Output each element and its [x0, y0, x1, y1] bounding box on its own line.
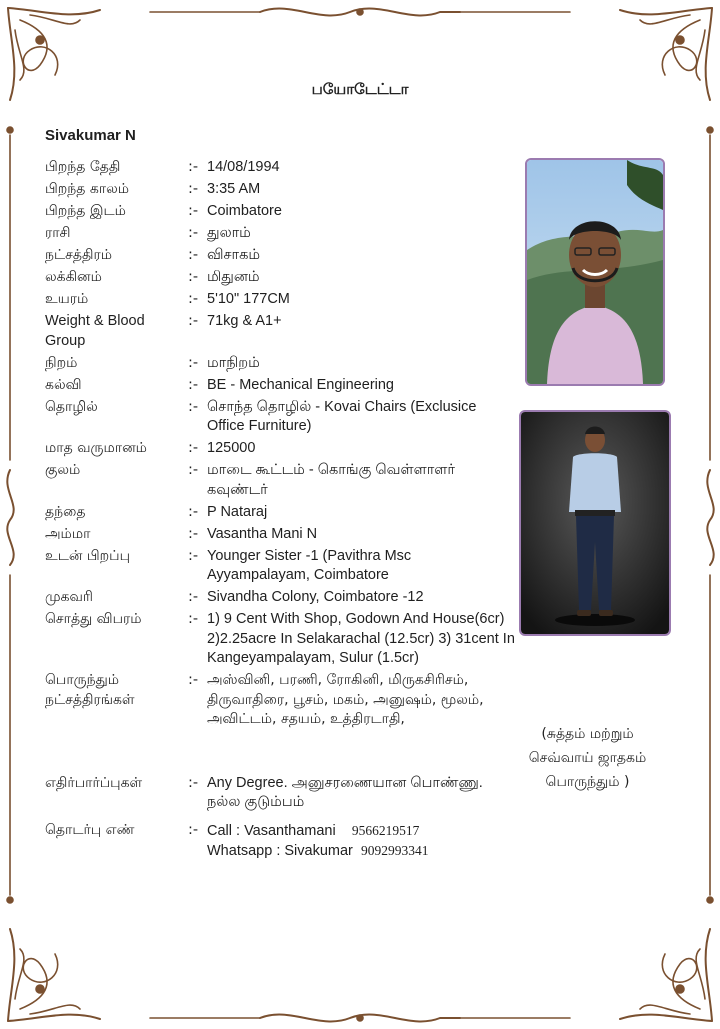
row-separator: :- [188, 611, 199, 627]
row-label: தொடர்பு எண் [45, 821, 135, 838]
row-value: Any Degree. அனுசரணையான பொண்ணு. நல்ல குடும்பம் [207, 774, 483, 810]
row-contact [45, 821, 515, 862]
whatsapp-text: Whatsapp : Sivakumar [207, 843, 353, 859]
row-separator: :- [188, 821, 199, 838]
row-complexion [45, 354, 515, 374]
row-label: உடன் பிறப்பு [45, 547, 131, 564]
call-number[interactable]: 9566219517 [351, 822, 420, 838]
page-title: பயோடேட்டா [311, 80, 409, 98]
note-line: செவ்வாய் ஜாதகம் [528, 750, 647, 766]
row-dob [45, 158, 515, 178]
row-rasi [45, 224, 515, 244]
row-label: மாத வருமானம் [45, 440, 147, 456]
row-separator: :- [188, 774, 199, 791]
row-occupation [45, 398, 515, 437]
row-label: பிறந்த காலம் [45, 181, 130, 197]
row-separator: :- [188, 203, 199, 219]
row-label: அம்மா [45, 525, 91, 542]
row-value: Coimbatore [207, 203, 282, 219]
row-birth-place [45, 202, 515, 222]
row-value: BE - Mechanical Engineering [207, 376, 394, 393]
row-separator: :- [188, 225, 199, 241]
row-label: லக்கினம் [45, 269, 102, 285]
row-value: 14/08/1994 [207, 159, 280, 175]
row-value: Vasantha Mani N [207, 525, 318, 542]
row-value: 1) 9 Cent With Shop, Godown And House(6cr) 2)2.25acre In Selakarachal (12.5cr) 3) 31cent In Kangeyampalayam, Sulur (1.5cr) [207, 611, 515, 666]
row-property [45, 610, 515, 669]
row-separator: :- [188, 589, 199, 605]
row-separator: :- [188, 313, 199, 329]
row-separator: :- [188, 547, 199, 564]
row-label: தொழில் [45, 398, 98, 415]
row-income [45, 439, 515, 459]
row-value: 5'10" 177CM [207, 291, 290, 307]
row-separator: :- [188, 354, 199, 371]
row-label: உயரம் [45, 291, 89, 307]
row-value: மாநிறம் [207, 354, 260, 371]
row-education [45, 376, 515, 396]
row-label: பிறந்த தேதி [45, 159, 121, 175]
row-label: நிறம் [45, 354, 78, 371]
row-siblings [45, 547, 515, 586]
row-star [45, 246, 515, 266]
row-label: பிறந்த இடம் [45, 203, 126, 219]
contact-value [207, 821, 515, 862]
row-father [45, 503, 515, 523]
row-value: மாடை கூட்டம் - கொங்கு வெள்ளாளர் கவுண்டர் [207, 462, 455, 498]
row-label: சொத்து விபரம் [45, 611, 142, 627]
row-weight-blood [45, 312, 515, 351]
row-separator: :- [188, 269, 199, 285]
row-matching-stars [45, 671, 515, 730]
row-label: குலம் [45, 462, 81, 478]
row-separator: :- [188, 376, 199, 393]
row-birth-time [45, 180, 515, 200]
row-value: விசாகம் [207, 247, 261, 263]
row-lagnam [45, 268, 515, 288]
row-label: நட்சத்திரம் [45, 247, 112, 263]
row-separator: :- [188, 291, 199, 307]
row-separator: :- [188, 181, 199, 197]
row-kulam [45, 461, 515, 500]
row-value: அஸ்வினி, பரணி, ரோகினி, மிருகசிரிசம், திருவாதிரை, பூசம், மகம், அனுஷம், மூலம், அவிட்டம், சதயம், உத்திரடாதி, [207, 672, 484, 727]
row-address [45, 588, 515, 608]
row-label: ராசி [45, 225, 71, 241]
row-value: Younger Sister -1 (Pavithra Msc Ayyampalayam, Coimbatore [207, 547, 412, 583]
row-value: மிதுனம் [207, 269, 260, 285]
call-text: Call : Vasanthamani [207, 822, 336, 839]
row-value: 71kg & A1+ [207, 313, 282, 329]
row-value: P Nataraj [207, 503, 268, 520]
candidate-name: Sivakumar N [45, 127, 136, 144]
row-label: Weight & Blood Group [45, 313, 145, 349]
portrait-photo [525, 158, 665, 386]
row-separator: :- [188, 247, 199, 263]
row-label: பொருந்தும் நட்சத்திரங்கள் [45, 672, 135, 708]
note-line: (சுத்தம் மற்றும் [541, 726, 634, 742]
row-separator: :- [188, 440, 199, 456]
row-value: துலாம் [207, 225, 251, 241]
row-separator: :- [188, 672, 199, 688]
row-value: சொந்த தொழில் - Kovai Chairs (Exclusice Office Furniture) [207, 398, 477, 434]
row-separator: :- [188, 503, 199, 520]
row-value: 125000 [207, 440, 256, 456]
row-label: எதிர்பார்ப்புகள் [45, 774, 143, 791]
biodata-table [45, 158, 515, 864]
row-separator: :- [188, 398, 199, 415]
full-length-photo [519, 410, 671, 636]
whatsapp-number[interactable]: 9092993341 [360, 843, 429, 858]
row-label: தந்தை [45, 503, 86, 520]
row-value: Sivandha Colony, Coimbatore -12 [207, 589, 424, 605]
row-label: கல்வி [45, 376, 82, 393]
row-mother [45, 525, 515, 545]
row-value: 3:35 AM [207, 181, 261, 197]
row-height [45, 290, 515, 310]
row-separator: :- [188, 159, 199, 175]
note-line: பொருந்தும் ) [545, 774, 630, 790]
row-label: முகவரி [45, 589, 93, 605]
row-separator: :- [188, 462, 199, 478]
horoscope-note [505, 722, 670, 794]
row-expectations [45, 774, 515, 813]
row-separator: :- [188, 525, 199, 542]
